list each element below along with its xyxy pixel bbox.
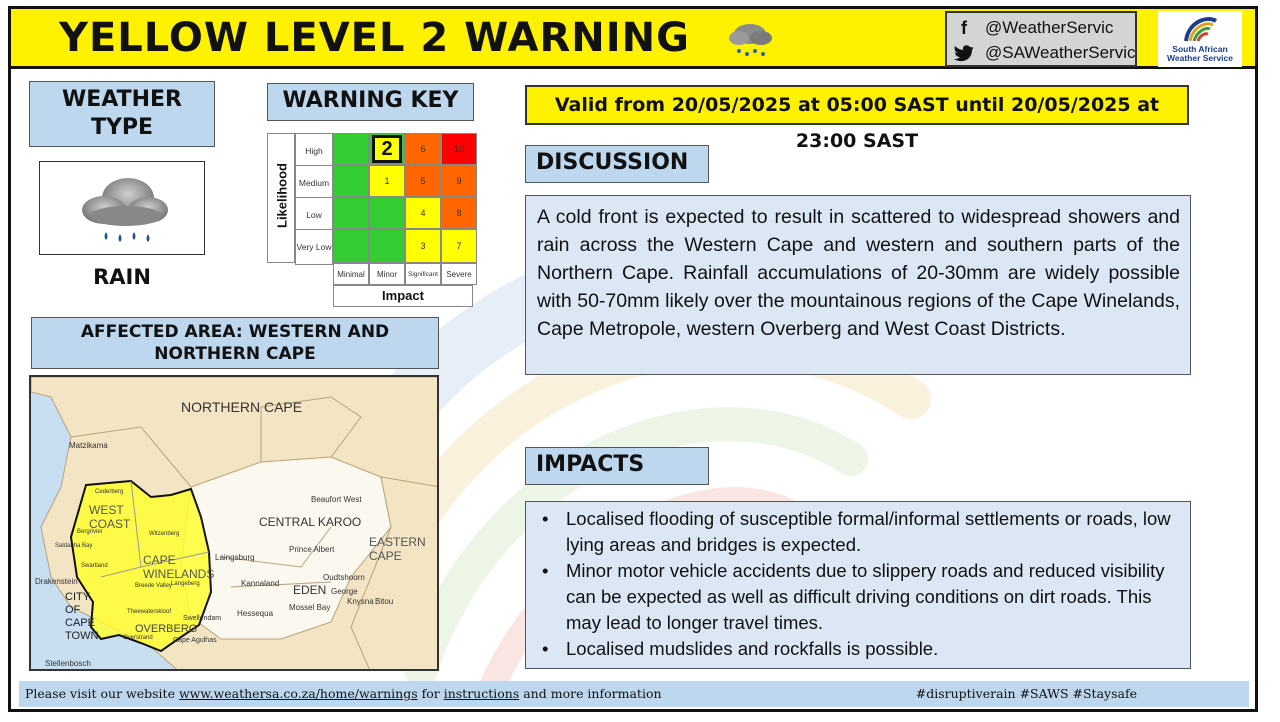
matrix-cell: 6 [405, 133, 441, 165]
discussion-text: A cold front is expected to result in scattered to widespread showers and rain across the Western Cape and western and southern parts of the Northern Cape. Rainfall accumulations of 20-30mm are widely possible with 50-70mm likely over the mountainous regions of the Cape Winelands, Cape Metropole, western Overberg and West Coast Districts. [525, 195, 1191, 375]
map-label-cape-winelands: CAPE WINELANDS [143, 553, 215, 581]
map-town: Bergrivier [77, 529, 103, 535]
saws-logo-mark [1180, 13, 1220, 45]
col-label-minimal: Minimal [333, 263, 369, 285]
facebook-icon: f [961, 17, 967, 38]
col-label-significant: Significant [405, 263, 441, 285]
map-town: Witzenberg [149, 531, 180, 537]
map-town: Overstrand [123, 635, 153, 641]
instructions-link[interactable]: instructions [443, 686, 520, 701]
matrix-cell [369, 229, 405, 263]
map-town: Oudtshoorn [323, 573, 365, 582]
cloud-rain-icon [725, 19, 775, 59]
map-town: Theewaterskloof [127, 609, 172, 615]
map-town: Bitou [375, 597, 394, 606]
impact-item: • Localised flooding of susceptible formal/informal settlements or roads, low lying areas and bridges is expected. [536, 506, 1180, 558]
map-town: Prince Albert [289, 545, 335, 554]
twitter-icon [953, 43, 975, 63]
matrix-cell: 7 [441, 229, 477, 263]
warning-title: YELLOW LEVEL 2 WARNING [59, 15, 690, 61]
matrix-cell: 4 [405, 197, 441, 229]
weather-type-value: RAIN [93, 265, 151, 289]
matrix-cell: 8 [441, 197, 477, 229]
footer-bar [19, 681, 1249, 707]
matrix-cell-highlighted [369, 133, 405, 165]
discussion-label: DISCUSSION [525, 145, 709, 183]
map-label-west-coast: WEST COAST [89, 503, 131, 531]
map-town: Swellendam [183, 615, 222, 622]
map-town: Saldanha Bay [55, 543, 93, 549]
affected-area-map [29, 375, 439, 671]
social-media-box [945, 11, 1137, 67]
header-bar [11, 9, 1255, 69]
footer-hashtags: #disruptiverain #SAWS #Staysafe [915, 686, 1137, 701]
map-label-overberg: OVERBERG [135, 623, 198, 635]
matrix-cell: 3 [405, 229, 441, 263]
map-town: Laingsburg [215, 553, 255, 562]
map-label-city-of-cape-town: CITY OF CAPE TOWN [65, 591, 99, 642]
row-label-low: Low [295, 197, 333, 233]
impact-axis-label: Impact [333, 285, 473, 307]
impact-item: • Localised mudslides and rockfalls is possible. [536, 636, 1180, 662]
row-label-medium: Medium [295, 165, 333, 201]
matrix-cell: 10 [441, 133, 477, 165]
col-label-severe: Severe [441, 263, 477, 285]
matrix-cell [333, 165, 369, 197]
active-level-badge: 2 [372, 135, 402, 163]
map-town: Swartland [81, 563, 108, 569]
likelihood-axis: Likelihood [267, 133, 295, 263]
row-label-high: High [295, 133, 333, 169]
affected-area-label: AFFECTED AREA: WESTERN AND NORTHERN CAPE [31, 317, 439, 369]
map-town: George [331, 587, 358, 596]
map-town: Breede Valley [135, 583, 172, 589]
map-town: Mossel Bay [289, 603, 331, 612]
map-town: Hessequa [237, 609, 274, 618]
matrix-cell [333, 229, 369, 263]
map-town: Drakenstein [35, 577, 78, 586]
matrix-cell [369, 197, 405, 229]
twitter-handle[interactable]: @SAWeatherServic [953, 41, 1135, 65]
impacts-label: IMPACTS [525, 447, 709, 485]
map-label-eastern-cape: EASTERN CAPE [369, 535, 426, 563]
warning-poster [8, 6, 1258, 712]
row-label-very-low: Very Low [295, 229, 333, 265]
map-town: Cederberg [95, 489, 124, 495]
website-link[interactable]: www.weathersa.co.za/home/warnings [178, 686, 418, 701]
impact-item: • Minor motor vehicle accidents due to slippery roads and reduced visibility can be expected as well as difficult driving conditions on dirt roads. This may lead to longer travel times. [536, 558, 1180, 636]
saws-logo [1158, 11, 1242, 67]
matrix-cell [333, 133, 369, 165]
map-label-eden: EDEN [293, 583, 327, 597]
matrix-cell [333, 197, 369, 229]
warning-key-label: WARNING KEY [267, 83, 474, 121]
col-label-minor: Minor [369, 263, 405, 285]
map-town: Beaufort West [311, 495, 362, 504]
map-town: Cape Agulhas [173, 637, 217, 644]
matrix-cell: 5 [405, 165, 441, 197]
map-town: Knysna [347, 597, 374, 606]
impacts-list [525, 501, 1191, 669]
map-town: Kannaland [241, 579, 280, 588]
weather-type-image [39, 161, 205, 255]
map-label-central-karoo: CENTRAL KAROO [259, 515, 362, 529]
map-town: Langeberg [171, 581, 200, 587]
weather-type-label: WEATHER TYPE [29, 81, 215, 147]
matrix-cell: 9 [441, 165, 477, 197]
validity-banner: Valid from 20/05/2025 at 05:00 SAST until 20/05/2025 at 23:00 SAST [525, 85, 1189, 125]
facebook-handle[interactable]: f @WeatherServic [953, 16, 1113, 40]
cloud-rain-icon [40, 162, 206, 256]
footer-website-note: Please visit our website www.weathersa.co.za/home/warnings for instructions and more information [25, 686, 662, 701]
map-label-northern-cape: NORTHERN CAPE [181, 399, 303, 415]
matrix-cell: 1 [369, 165, 405, 197]
map-town: Stellenbosch [45, 659, 91, 668]
saws-logo-text: South African Weather Service [1167, 44, 1233, 63]
map-town: Matzikama [69, 441, 108, 450]
